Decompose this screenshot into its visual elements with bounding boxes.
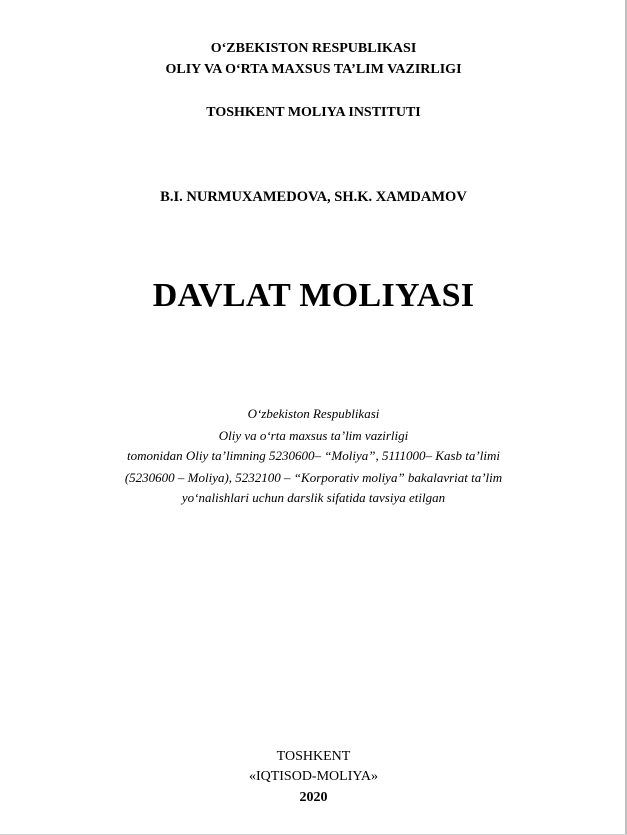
institute-heading: TOSHKENT MOLIYA INSTITUTI <box>206 105 421 120</box>
book-title: DAVLAT MOLIYASI <box>152 277 475 314</box>
authors-line: B.I. NURMUXAMEDOVA, SH.K. XAMDAMOV <box>160 189 467 205</box>
approval-line-2: Oliy va o‘rta maxsus ta’lim vazirligi <box>218 428 409 443</box>
country-heading: O‘ZBEKISTON RESPUBLIKASI <box>210 41 417 56</box>
ministry-heading: OLIY VA O‘RTA MAXSUS TA’LIM VAZIRLIGI <box>165 62 462 77</box>
approval-line-5: yo‘nalishlari uchun darslik sifatida tavsiya etilgan <box>181 490 446 505</box>
imprint-city: TOSHKENT <box>276 749 351 764</box>
approval-line-4: (5230600 – Moliya), 5232100 – “Korporativ moliya” bakalavriat ta’lim <box>124 470 503 485</box>
imprint-publisher: «IQTISOD-MOLIYA» <box>248 769 379 784</box>
approval-line-1: O‘zbekiston Respublikasi <box>247 406 380 421</box>
approval-line-3: tomonidan Oliy ta’limning 5230600– “Moliya”, 5111000– Kasb ta’limi <box>127 448 500 463</box>
imprint-year: 2020 <box>299 790 328 805</box>
